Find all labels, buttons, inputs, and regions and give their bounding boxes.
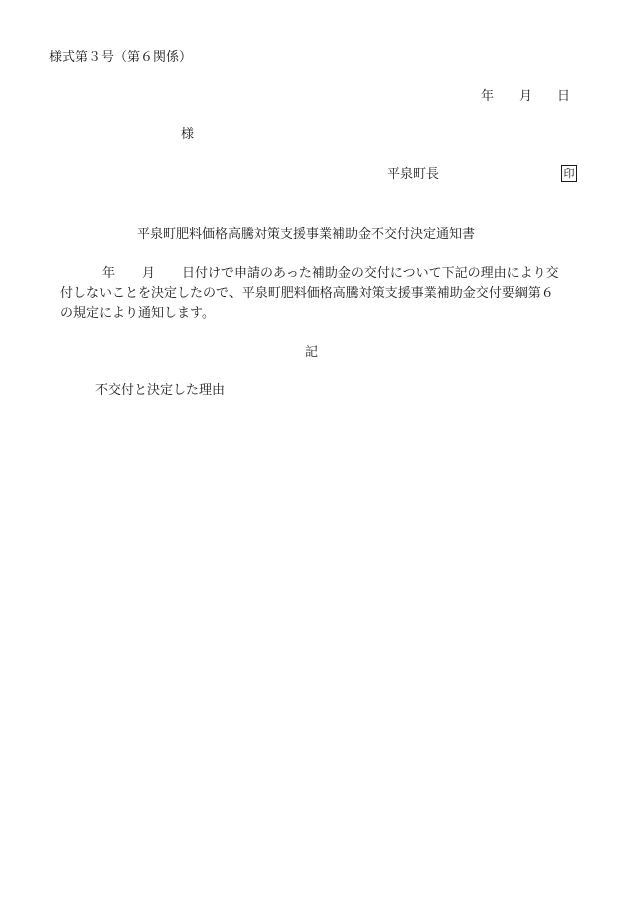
addressee-suffix: 様 xyxy=(181,127,195,142)
body-line-1 xyxy=(60,264,580,284)
body-text xyxy=(60,264,580,324)
body-line-3: の規定により通知します。 xyxy=(60,306,215,321)
body-line-1-rest: 日付けで申請のあった補助金の交付について下記の理由により交 xyxy=(182,266,559,281)
body-line-2: 付しないことを決定したので、平泉町肥料価格高騰対策支援事業補助金交付要綱第６ xyxy=(60,286,554,301)
seal-mark: 印 xyxy=(561,165,577,182)
issuer-name: 平泉町長 xyxy=(387,167,440,182)
date-line xyxy=(481,89,570,105)
reason-label: 不交付と決定した理由 xyxy=(95,383,226,398)
body-month: 月 xyxy=(142,266,156,281)
form-number: 様式第３号（第６関係） xyxy=(49,50,193,65)
date-month: 月 xyxy=(519,89,533,104)
body-year: 年 xyxy=(102,266,116,281)
ki-heading: 記 xyxy=(305,345,319,360)
date-day: 日 xyxy=(557,89,571,104)
date-year: 年 xyxy=(481,89,495,104)
document-title: 平泉町肥料価格高騰対策支援事業補助金不交付決定通知書 xyxy=(137,227,476,242)
